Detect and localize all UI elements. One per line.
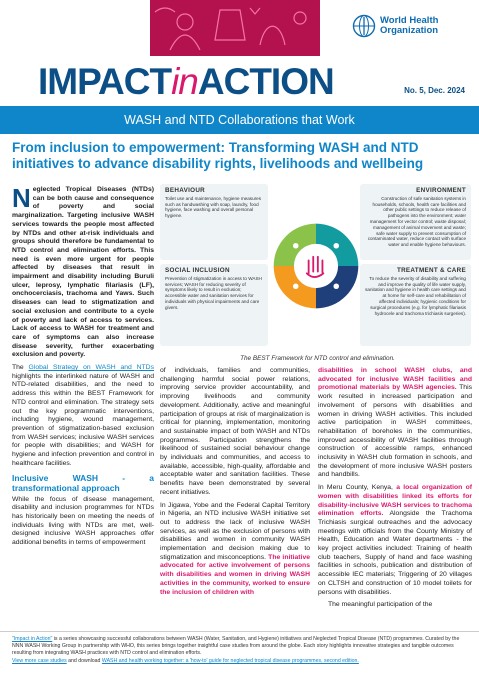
behaviour-text: Toilet use and maintenance, hygiene measures such as handwashing with soap, laundry, food hygiene, face washing and overall personal hygiene.: [165, 195, 262, 219]
column-3: [318, 367, 472, 614]
masthead: [0, 58, 479, 106]
footer-links: [12, 658, 467, 665]
best-ring-diagram: [270, 220, 362, 312]
title-action: ACTION: [197, 61, 334, 102]
best-framework-figure: [160, 184, 471, 348]
environment-panel: [360, 184, 471, 260]
nigeria-results-paragraph: [318, 367, 472, 480]
intro-text: eglected Tropical Diseases (NTDs) can be both cause and consequence of poverty and social marginalization. Targeting inclusive WASH services towards the people most affected by NTDs and other at-risk individuals and groups should therefore be fundamental to NTD control and elimination efforts. This need is even more urgent for people affected by diseases that result in impairment and disability including Buruli ulcer, leprosy, lymphatic filariasis (LF), onchocerciasis, trachoma and Yaws. Such diseases can lead to stigmatization and social exclusion and contribute to a cycle of poverty and lack of access to services. Lack of access to WASH for treatment and care of symptoms can also increase disease severity, further exacerbating exclusion and poverty.: [12, 186, 154, 359]
title-in: in: [171, 61, 198, 102]
series-description: [12, 636, 467, 657]
inclusive-wash-paragraph: While the focus of disease management, disability and inclusion programmes for NTDs has historically been on meeting the needs of individuals living with NTDs are met, well-designed inclusive WASH approaches offer additional benefits in terms of empowerment: [12, 495, 154, 547]
column-1: [12, 183, 154, 552]
participation-paragraph: of individuals, families and communities, challenging harmful social power relations, improving service provider accountability, and improving livelihoods and community development. Additionally, active and meaningful participation of groups at risk of marginalization is critical for planning, implementation, monitoring and sustainable impact of both WASH and NTDs programmes. Participation strengthens the likelihood of sustained social behaviour change by individuals and communities, and access to available, accessible, high-quality, affordable and acceptable water and sanitation facilities. These benefits have been demonstrated by several recent initiatives.: [160, 367, 310, 496]
environment-label: ENVIRONMENT: [416, 187, 466, 194]
nigeria-text: In Jigawa, Yobe and the Federal Capital Territory in Nigeria, an NTD inclusive WASH initiative set out to address the lack of inclusive WASH services, as well as the exclusion of persons with disabilities and women in community WASH implementation and decision making due to stigmatization and misconceptions.: [160, 501, 310, 561]
who-name-line1: World Health: [380, 15, 439, 26]
dropcap: N: [12, 183, 31, 213]
figure-caption: The BEST Framework for NTD control and elimination.: [240, 355, 395, 362]
social-inclusion-panel: [160, 264, 268, 346]
social-inclusion-text: Prevention of stigmatization in access to WASH services; WASH for reducing severity of symptoms likely to result in exclusion; accessible water and sanitation services for individuals with physical impairments and care givers.: [165, 275, 262, 310]
kenya-highlight: a local organization of women with disabilities linked its efforts for disability-inclusive WASH services to trachoma elimination efforts.: [318, 484, 472, 518]
kenya-pre: In Meru County, Kenya,: [318, 484, 397, 492]
article-headline: From inclusion to empowerment: Transforming WASH and NTD initiatives to advance disability rights, livelihoods and wellbeing: [12, 140, 424, 171]
treatment-text: To reduce the severity of disability and suffering and improve the quality of life water supply, sanitation and hygiene in health care settings and at home for self-care and rehabilitation of affected individuals; hygienic conditions for surgical procedures (e.g. for lymphatic filariasis hydrocele and trachoma trichiasis surgeries).: [365, 275, 466, 316]
subheading-inclusive-wash: Inclusive WASH - a transformational approach: [12, 472, 154, 493]
issue-number: No. 5, Dec. 2024: [404, 86, 465, 95]
intro-paragraph: [12, 183, 154, 360]
strategy-text: highlights the interlinked nature of WASH and NTD-related disabilities, and the need to address this within the BEST Framework for NTD control and elimination. The strategy sets out the key programmatic interventions, including hygiene, wound management, prevention of stigmatization-based exclusion from WASH services; inclusive WASH services for people with disabilities; and WASH for hygiene and infection prevention and control in healthcare facilities.: [12, 372, 154, 467]
strategy-pre: The: [12, 364, 29, 372]
who-emblem-icon: [352, 14, 376, 38]
behaviour-label: BEHAVIOUR: [165, 187, 206, 194]
how-to-guide-link[interactable]: WASH and health working together: a 'how-to' guide for neglected tropical disease programmes, second edition.: [101, 658, 359, 664]
global-strategy-link[interactable]: Global Strategy on WASH and NTDs: [28, 364, 154, 372]
nigeria-highlight: The initiative advocated for active involvement of persons with disabilities and women in driving WASH activities in the community, worked to ensure the inclusion of children with: [160, 553, 311, 596]
column-2: [160, 367, 310, 601]
social-inclusion-label: SOCIAL INCLUSION: [165, 267, 230, 274]
nigeria-paragraph: [160, 502, 310, 598]
top-banner: [0, 0, 479, 56]
impact-in-action-link[interactable]: "Impact in Action": [12, 636, 53, 642]
publication-title: [38, 60, 334, 104]
banner-illustration: [150, 0, 320, 56]
nigeria-results-highlight: disabilities in school WASH clubs, and advocated for inclusive WASH facilities and promotional materials by WASH agencies.: [318, 367, 472, 392]
nigeria-results-text: This work resulted in increased participation and involvement of persons with disabilities and women in driving WASH activities. This included active participation in WASH committees, rehabilitation of boreholes in the communities, improved accessibility of WASH facilities through construction of accessible ramps, enhanced inclusivity in WASH club formation in schools, and the development of more inclusive WASH posters and handbills.: [318, 384, 472, 479]
treatment-label: TREATMENT & CARE: [396, 267, 466, 274]
who-logo: [352, 14, 438, 38]
kenya-paragraph: [318, 484, 472, 597]
section-band: WASH and NTD Collaborations that Work: [0, 106, 479, 134]
participation-continued: The meaningful participation of the: [328, 601, 433, 609]
who-name-line2: Organization: [380, 25, 439, 36]
series-text: is a series showcasing successful collaborations between WASH (Water, Sanitation, and Hygiene) initiatives and Neglected Tropical Disease (NTD) programmes. Curated by the NNN WASH Working Group in partnership with WHO, this series brings together insightful case studies from around the globe. Each story highlights innovative strategies and tangible outcomes resulting from integrating WASH practices with NTD control and elimination efforts.: [12, 636, 460, 656]
treatment-panel: [360, 264, 471, 346]
title-impact: IMPACT: [38, 61, 172, 102]
footer: [0, 631, 479, 676]
kenya-text: Alongside the Trachoma Trichiasis surgical outreaches and the advocacy meetings with officials from the County Ministry of Health, Education and Water departments - the key project activities included: Training of health club teachers, Supply of hand and face washing facilities in schools, publication and distribution of accessible IEC materials; Triggering of 20 villages on CLTSH and construction of 10 model toilets for persons with disabilities.: [318, 510, 472, 596]
strategy-paragraph: [12, 364, 154, 468]
footer-and-download: and download: [66, 658, 102, 664]
environment-text: Construction of safe sanitation systems in households, schools, health care facilities and other public settings to reduce release of pathogens into the environment; water management for vector control; waste disposal; management of animal movement and waste; safe water supply to prevent consumption of contaminated water, reduce contact with surface water and enable hygiene behaviours.: [367, 195, 466, 248]
view-case-studies-link[interactable]: View more case studies: [12, 658, 67, 664]
behaviour-panel: [160, 184, 268, 260]
